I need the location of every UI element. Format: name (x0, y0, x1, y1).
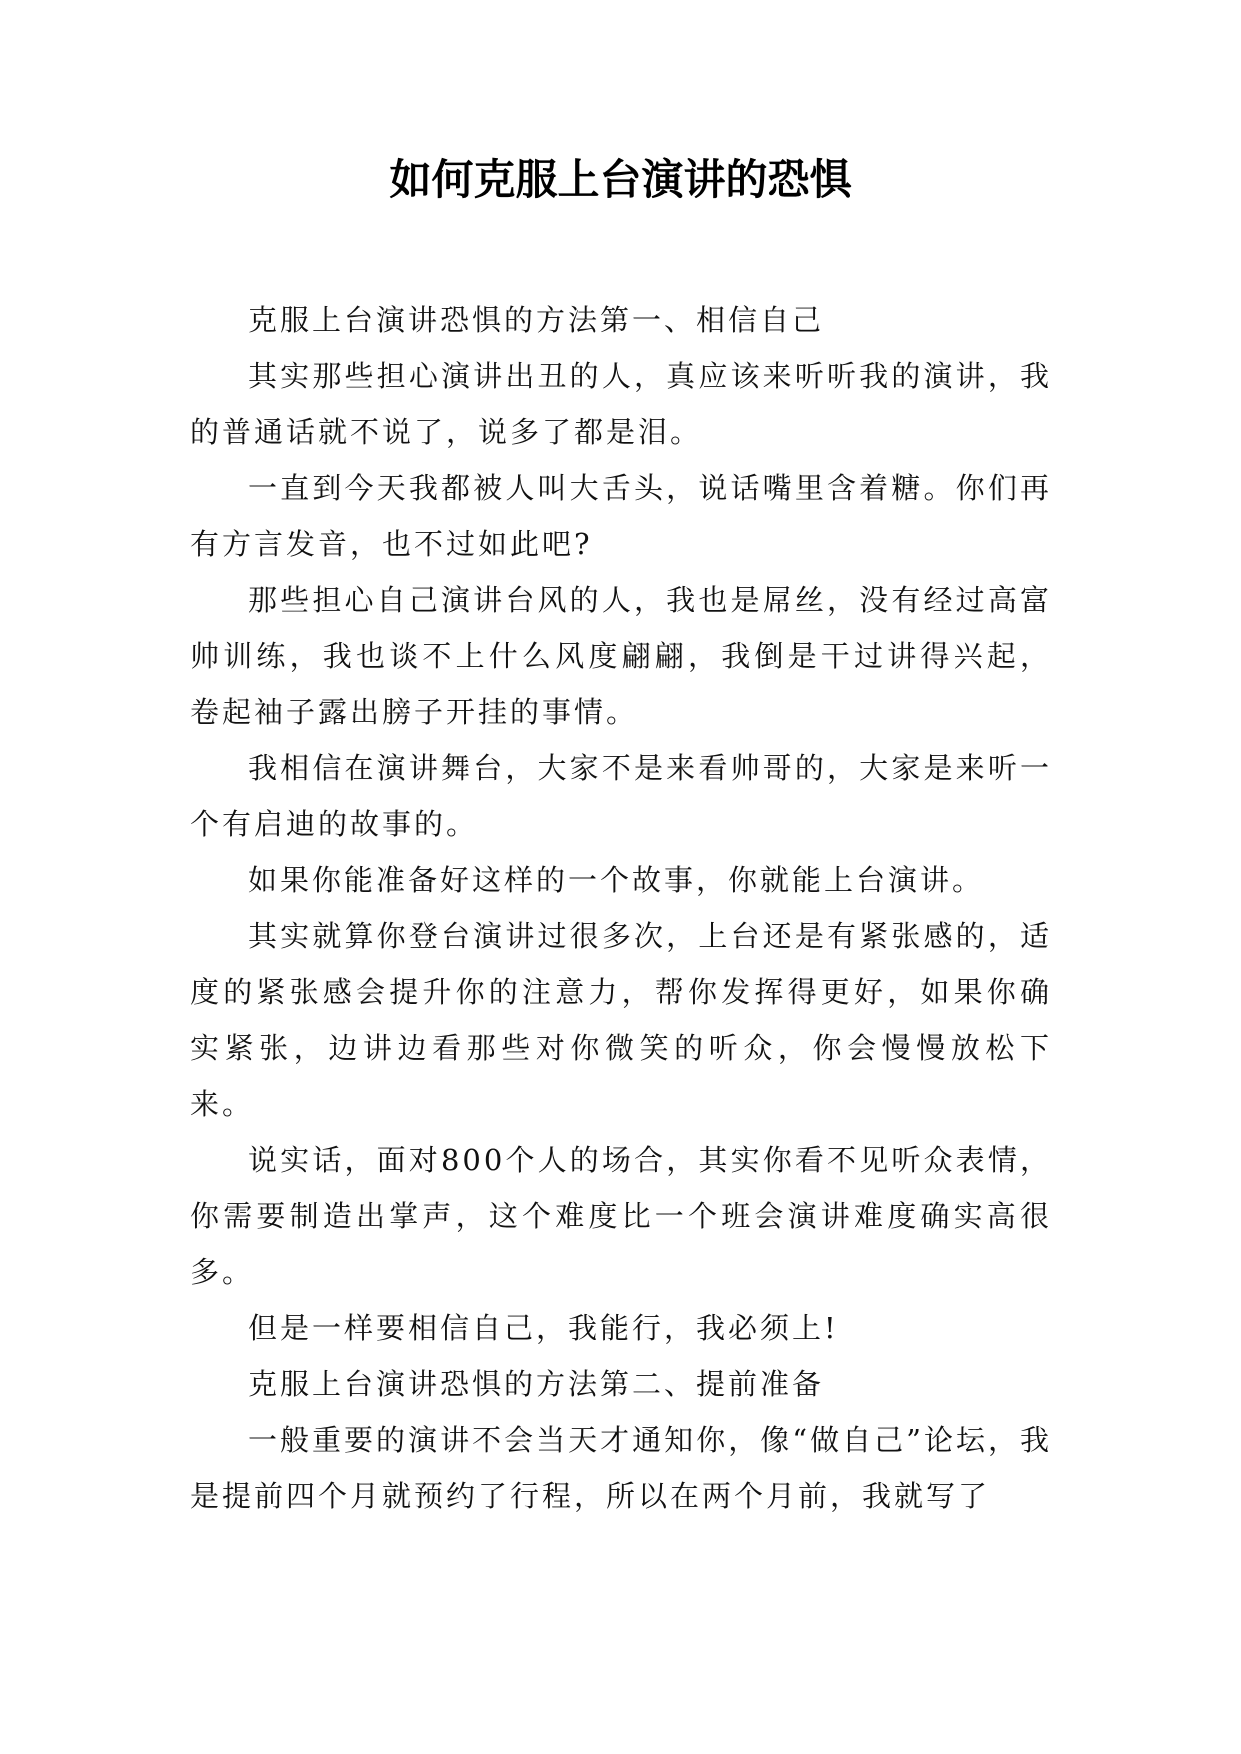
paragraph: 其实就算你登台演讲过很多次，上台还是有紧张感的，适度的紧张感会提升你的注意力，帮你发挥得更好，如果你确实紧张，边讲边看那些对你微笑的听众，你会慢慢放松下来。 (190, 919, 1052, 1121)
paragraph: 说实话，面对800个人的场合，其实你看不见听众表情，你需要制造出掌声，这个难度比一个班会演讲难度确实高很多。 (190, 1143, 1052, 1289)
paragraph: 如果你能准备好这样的一个故事，你就能上台演讲。 (248, 863, 985, 897)
paragraph-heading-method-two: 克服上台演讲恐惧的方法第二、提前准备 (248, 1367, 825, 1401)
paragraph: 一直到今天我都被人叫大舌头，说话嘴里含着糖。你们再有方言发音，也不过如此吧? (190, 471, 1052, 561)
paragraph-heading-method-one: 克服上台演讲恐惧的方法第一、相信自己 (248, 303, 825, 337)
paragraph: 那些担心自己演讲台风的人，我也是屌丝，没有经过高富帅训练，我也谈不上什么风度翩翩，我倒是干过讲得兴起，卷起袖子露出膀子开挂的事情。 (190, 583, 1052, 729)
paragraph: 一般重要的演讲不会当天才通知你，像“做自己”论坛，我是提前四个月就预约了行程，所以在两个月前，我就写了 (190, 1423, 1052, 1513)
document-title: 如何克服上台演讲的恐惧 (389, 155, 852, 204)
paragraph: 其实那些担心演讲出丑的人，真应该来听听我的演讲，我的普通话就不说了，说多了都是泪。 (190, 359, 1052, 449)
paragraph: 但是一样要相信自己，我能行，我必须上! (248, 1311, 839, 1345)
paragraph: 我相信在演讲舞台，大家不是来看帅哥的，大家是来听一个有启迪的故事的。 (190, 751, 1052, 841)
document-body (190, 292, 1052, 1524)
